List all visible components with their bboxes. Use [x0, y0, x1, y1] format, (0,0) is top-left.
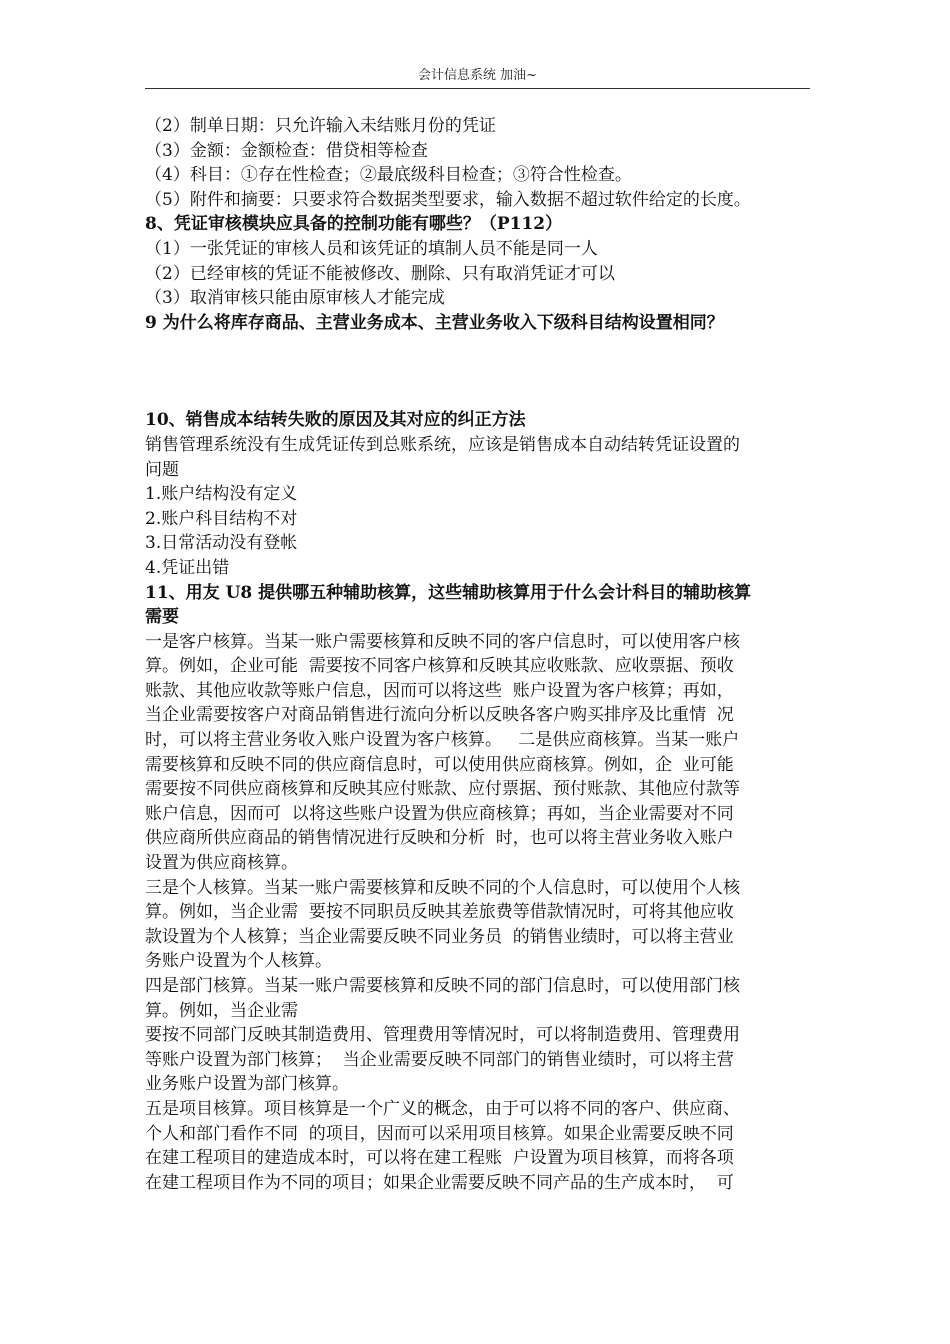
text-line: 五是项目核算。项目核算是一个广义的概念，由于可以将不同的客户、供应商、 — [145, 1098, 740, 1119]
text-line: 账户信息，因而可 以将这些账户设置为供应商核算；再如，当企业需要对不同 — [145, 803, 734, 824]
list-item: 3.日常活动没有登帐 — [145, 533, 298, 554]
list-item: 2.账户科目结构不对 — [145, 508, 298, 529]
list-item: 4.凭证出错 — [145, 557, 230, 578]
text-line: 个人和部门看作不同 的项目，因而可以采用项目核算。如果企业需要反映不同 — [145, 1123, 734, 1144]
text-line: 算。例如，当企业需 要按不同职员反映其差旅费等借款情况时，可将其他应收 — [145, 902, 734, 923]
list-item: 1.账户结构没有定义 — [145, 484, 298, 505]
text-line: 设置为供应商核算。 — [145, 853, 298, 874]
text-line: 一是客户核算。当某一账户需要核算和反映不同的客户信息时，可以使用客户核 — [145, 631, 740, 652]
text-line: 要按不同部门反映其制造费用、管理费用等情况时，可以将制造费用、管理费用 — [145, 1025, 740, 1046]
text-line: （1）一张凭证的审核人员和该凭证的填制人员不能是同一人 — [145, 238, 598, 259]
text-line: 当企业需要按客户对商品销售进行流向分析以反映各客户购买排序及比重情 况 — [145, 705, 734, 726]
page-header: 会计信息系统 加油~ — [417, 68, 538, 83]
text-line: （2）已经审核的凭证不能被修改、删除、只有取消凭证才可以 — [145, 263, 615, 284]
text-line: 需要核算和反映不同的供应商信息时，可以使用供应商核算。例如，企 业可能 — [145, 754, 734, 775]
text-line: 问题 — [145, 459, 179, 480]
blank-space — [145, 335, 813, 408]
text-line: （2）制单日期：只允许输入未结账月份的凭证 — [145, 116, 496, 136]
question-heading: 9 为什么将库存商品、主营业务成本、主营业务收入下级科目结构设置相同？ — [145, 312, 724, 333]
header-rule — [145, 88, 810, 89]
text-line: 等账户设置为部门核算； 当企业需要反映不同部门的销售业绩时，可以将主营 — [145, 1049, 734, 1070]
text-line: 销售管理系统没有生成凭证传到总账系统，应该是销售成本自动结转凭证设置的 — [145, 434, 740, 455]
text-line: 在建工程项目的建造成本时，可以将在建工程账 户设置为项目核算，而将各项 — [145, 1148, 734, 1169]
text-line: 算。例如，企业可能 需要按不同客户核算和反映其应收账款、应收票据、预收 — [145, 656, 734, 677]
text-line: 在建工程项目作为不同的项目；如果企业需要反映不同产品的生产成本时， 可 — [145, 1172, 734, 1193]
document-body — [145, 114, 813, 1195]
text-line: （5）附件和摘要：只要求符合数据类型要求，输入数据不超过软件给定的长度。 — [145, 189, 751, 210]
question-heading: 10、销售成本结转失败的原因及其对应的纠正方法 — [145, 410, 526, 431]
text-line: （4）科目：①存在性检查；②最底级科目检查；③符合性检查。 — [145, 165, 632, 186]
text-line: 账款、其他应收款等账户信息，因而可以将这些 账户设置为客户核算；再如， — [145, 680, 734, 701]
text-line: 务账户设置为个人核算。 — [145, 951, 332, 972]
text-line: 业务账户设置为部门核算。 — [145, 1074, 349, 1095]
text-line: 三是个人核算。当某一账户需要核算和反映不同的个人信息时，可以使用个人核 — [145, 877, 740, 898]
text-line: 款设置为个人核算；当企业需要反映不同业务员 的销售业绩时，可以将主营业 — [145, 926, 734, 947]
question-heading: 8、凭证审核模块应具备的控制功能有哪些？（P112） — [145, 214, 563, 235]
text-line: （3）金额：金额检查：借贷相等检查 — [145, 140, 428, 161]
text-line: 时，可以将主营业务收入账户设置为客户核算。 二是供应商核算。当某一账户 — [145, 730, 740, 751]
question-heading: 需要 — [145, 607, 179, 628]
text-line: （3）取消审核只能由原审核人才能完成 — [145, 288, 445, 309]
text-line: 供应商所供应商品的销售情况进行反映和分析 时，也可以将主营业务收入账户 — [145, 828, 734, 849]
text-line: 四是部门核算。当某一账户需要核算和反映不同的部门信息时，可以使用部门核 — [145, 976, 740, 996]
text-line: 需要按不同供应商核算和反映其应付账款、应付票据、预付账款、其他应付款等 — [145, 779, 740, 800]
question-heading: 11、用友 U8 提供哪五种辅助核算，这些辅助核算用于什么会计科目的辅助核算 — [145, 582, 752, 603]
text-line: 算。例如，当企业需 — [145, 1000, 298, 1021]
